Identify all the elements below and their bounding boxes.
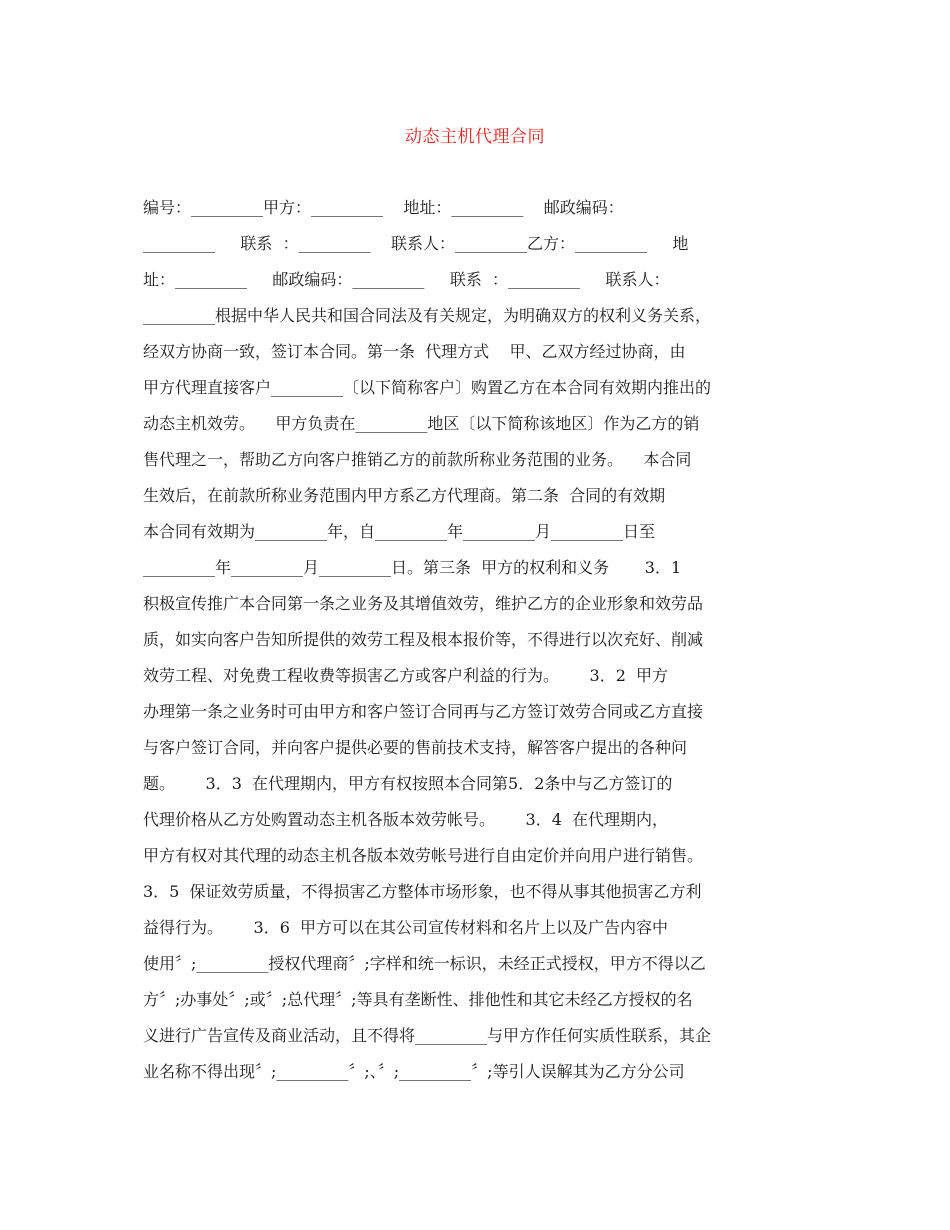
contract-text-line: 经双方协商一致，签订本合同。第一条 代理方式 甲、乙双方经过协商，由 <box>143 342 686 361</box>
contract-text-line: 题。 3．3 在代理期内，甲方有权按照本合同第5．2条中与乙方签订的 <box>143 774 673 793</box>
contract-text-line: 办理第一条之业务时可由甲方和客户签订合同再与乙方签订效劳合同或乙方直接 <box>143 702 704 721</box>
contract-text-line: 使用〞;_________授权代理商〞;字样和统一标识，未经正式授权，甲方不得以乙 <box>143 954 706 973</box>
contract-text-line: _________根据中华人民共和国合同法及有关规定，为明确双方的权利义务关系， <box>143 306 712 325</box>
contract-text-line: 义进行广告宣传及商业活动，且不得将_________与甲方作任何实质性联系，其企 <box>143 1026 712 1045</box>
contract-text-line: 益得行为。 3．6 甲方可以在其公司宣传材料和名片上以及广告内容中 <box>143 918 669 937</box>
contract-text-line: 业名称不得出现〞;_________〞;、〞;_________〞;等引人误解其为乙方分公司 <box>143 1062 685 1081</box>
contract-text-line: _________年_________月_________日。第三条 甲方的权利和义务 3．1 <box>143 558 682 577</box>
contract-text-line: 动态主机效劳。 甲方负责在_________地区〔以下简称该地区〕作为乙方的销 <box>143 414 700 433</box>
contract-text-line: 积极宣传推广本合同第一条之业务及其增值效劳，维护乙方的企业形象和效劳品 <box>143 594 704 613</box>
contract-text-line: 本合同有效期为_________年，自_________年_________月_________日至 <box>143 522 656 541</box>
contract-text-line: 售代理之一，帮助乙方向客户推销乙方的前款所称业务范围的业务。 本合同 <box>143 450 692 469</box>
contract-text-line: 方〞;办事处〞;或〞;总代理〞;等具有垄断性、排他性和其它未经乙方授权的名 <box>143 990 693 1009</box>
contract-text-line: 编号：_________甲方：_________ 地址：_________ 邮政编码： <box>143 198 624 217</box>
contract-text-line: 与客户签订合同，并向客户提供必要的售前技术支持，解答客户提出的各种问 <box>143 738 688 757</box>
contract-text-line: 址：_________ 邮政编码：_________ 联系 ：_________ 联系人： <box>143 270 670 289</box>
contract-text-line: 生效后，在前款所称业务范围内甲方系乙方代理商。第二条 合同的有效期 <box>143 486 666 505</box>
contract-text-line: _________ 联系 ：_________ 联系人：_________乙方：_________ 地 <box>143 234 689 253</box>
contract-text-line: 质，如实向客户告知所提供的效劳工程及根本报价等，不得进行以次充好、削减 <box>143 630 704 649</box>
contract-text-line: 甲方有权对其代理的动态主机各版本效劳帐号进行自由定价并向用户进行销售。 <box>143 846 704 865</box>
contract-text-line: 代理价格从乙方处购置动态主机各版本效劳帐号。 3．4 在代理期内， <box>143 810 669 829</box>
contract-text-line: 甲方代理直接客户_________〔以下简称客户〕购置乙方在本合同有效期内推出的 <box>143 378 712 397</box>
document-title: 动态主机代理合同 <box>405 127 545 147</box>
contract-text-line: 3．5 保证效劳质量，不得损害乙方整体市场形象，也不得从事其他损害乙方利 <box>143 882 702 901</box>
contract-text-line: 效劳工程、对免费工程收费等损害乙方或客户利益的行为。 3．2 甲方 <box>143 666 669 685</box>
